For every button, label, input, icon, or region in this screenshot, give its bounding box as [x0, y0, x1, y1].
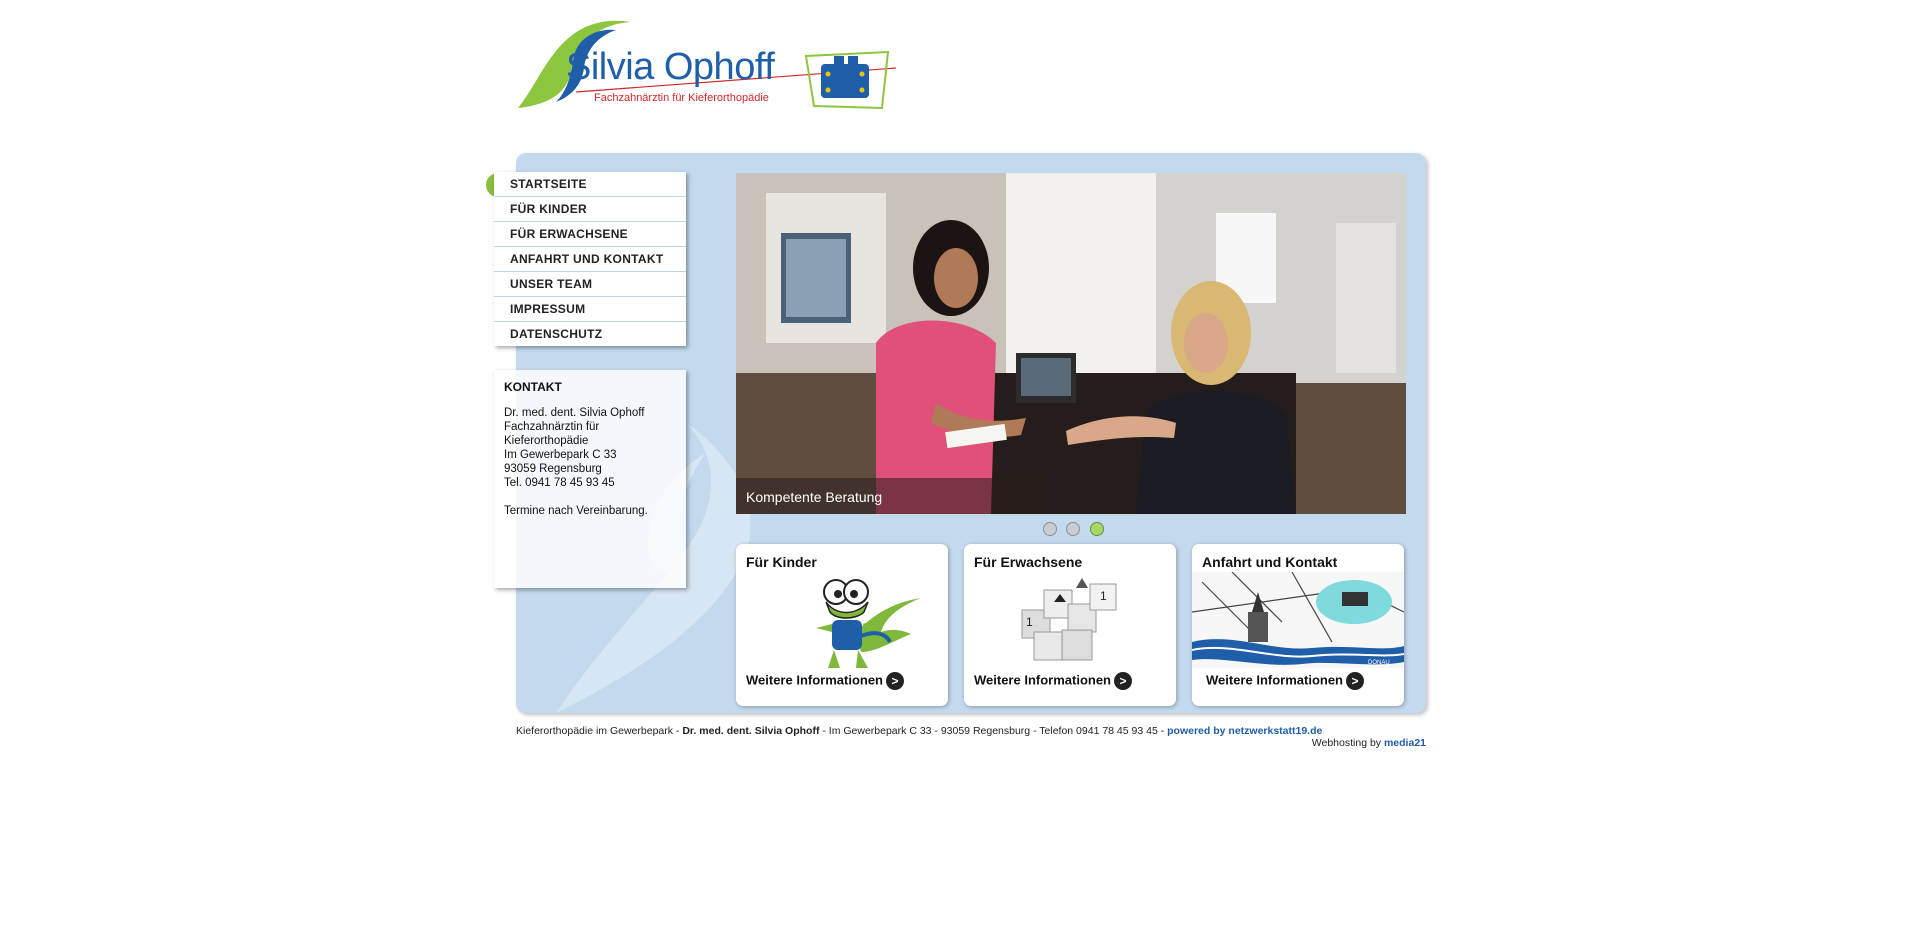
teaser-more-link[interactable] — [746, 672, 904, 690]
slide-dot-1[interactable] — [1043, 522, 1057, 536]
nav-item-anfahrt-und-kontakt[interactable]: ANFAHRT UND KONTAKT — [494, 247, 686, 272]
footer — [516, 725, 1426, 749]
footer-text: Kieferorthopädie im Gewerbepark - — [516, 725, 683, 737]
teaser-fuer-erwachsene[interactable] — [964, 544, 1176, 706]
slide-caption: Kompetente Beratung — [746, 489, 883, 505]
contact-phone: Tel. 0941 78 45 93 45 — [504, 477, 615, 489]
slide-indicator — [1043, 522, 1109, 538]
powered-by-link[interactable]: powered by netzwerkstatt19.de — [1167, 725, 1323, 737]
slideshow[interactable] — [736, 173, 1406, 514]
contact-box — [494, 370, 686, 588]
teaser-fuer-kinder[interactable] — [736, 544, 948, 706]
logo-name: Silvia Ophoff — [566, 46, 775, 88]
main-nav — [494, 172, 686, 346]
dice-cubes-icon — [1014, 570, 1124, 670]
svg-text:1: 1 — [1026, 615, 1033, 629]
nav-item-fuer-erwachsene[interactable]: FÜR ERWACHSENE — [494, 222, 686, 247]
media21-link[interactable]: media21 — [1383, 737, 1426, 749]
contact-note: Termine nach Vereinbarung. — [504, 505, 648, 517]
map-icon — [1192, 572, 1404, 668]
hosting-text: Webhosting by — [1311, 737, 1384, 749]
footer-address: - Im Gewerbepark C 33 - 93059 Regensburg - Telefon 0941 78 45 93 45 - — [819, 725, 1168, 737]
teaser-title: Anfahrt und Kontakt — [1202, 554, 1338, 570]
nav-item-datenschutz[interactable]: DATENSCHUTZ — [510, 327, 603, 341]
teaser-more-link[interactable] — [1206, 672, 1364, 690]
footer-line-2 — [516, 737, 1426, 749]
teaser-more-link[interactable] — [974, 672, 1132, 690]
footer-line-1 — [516, 725, 1426, 737]
logo-subtitle: Fachzahnärztin für Kieferorthopädie — [594, 92, 769, 104]
nav-item-impressum[interactable]: IMPRESSUM — [494, 297, 686, 322]
teaser-anfahrt-und-kontakt[interactable] — [1192, 544, 1404, 706]
nav-item-unser-team[interactable]: UNSER TEAM — [494, 272, 686, 297]
svg-text:1: 1 — [1100, 589, 1107, 603]
nav-item-fuer-kinder[interactable]: FÜR KINDER — [494, 197, 686, 222]
slide-dot-2[interactable] — [1066, 522, 1080, 536]
teaser-link-label: Weitere Informationen — [746, 672, 884, 688]
arrow-right-icon: > — [886, 672, 904, 690]
nav-item-startseite[interactable]: STARTSEITE — [494, 172, 686, 197]
contact-line: 93059 Regensburg — [504, 463, 602, 475]
arrow-right-icon: > — [1114, 672, 1132, 690]
teaser-link-label: Weitere Informationen — [1206, 672, 1344, 688]
contact-line: Dr. med. dent. Silvia Ophoff — [504, 407, 645, 419]
contact-title: KONTAKT — [504, 380, 562, 394]
contact-line: Kieferorthopädie — [504, 435, 589, 447]
arrow-right-icon: > — [1346, 672, 1364, 690]
svg-text:DONAU: DONAU — [1368, 660, 1390, 666]
teaser-title: Für Erwachsene — [974, 554, 1083, 570]
slide-photo — [736, 173, 1406, 514]
contact-line: Im Gewerbepark C 33 — [504, 449, 617, 461]
footer-name: Dr. med. dent. Silvia Ophoff — [682, 725, 820, 737]
teaser-title: Für Kinder — [746, 554, 817, 570]
contact-line: Fachzahnärztin für — [504, 421, 600, 433]
slide-dot-3[interactable] — [1090, 522, 1104, 536]
teaser-link-label: Weitere Informationen — [974, 672, 1112, 688]
crocodile-mascot-icon — [786, 572, 926, 672]
logo[interactable] — [516, 16, 896, 116]
